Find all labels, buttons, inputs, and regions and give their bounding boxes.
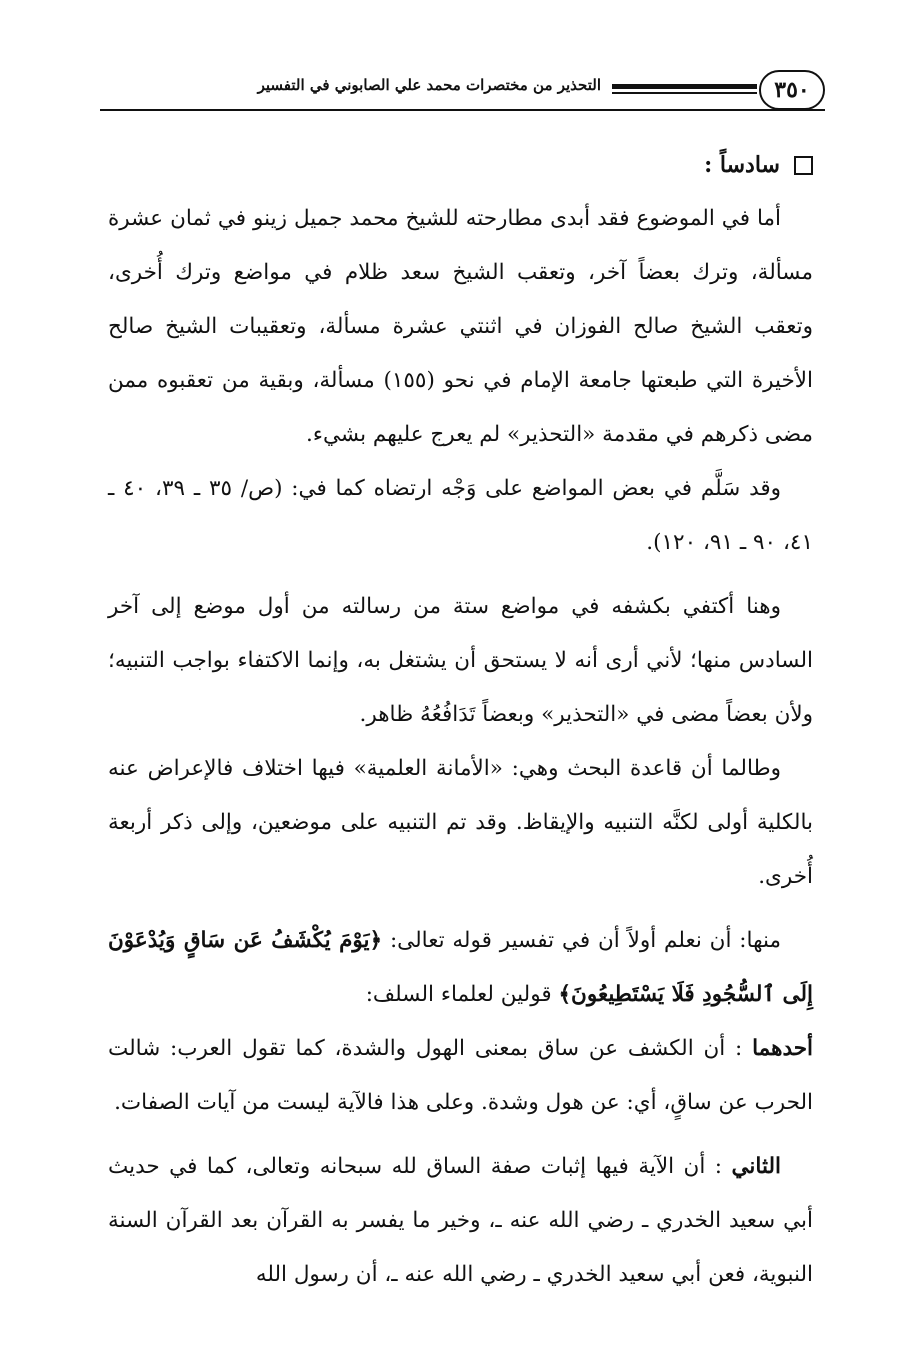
first-opinion-text: : أن الكشف عن ساق بمعنى الهول والشدة، كما تقول العرب: شالت الحرب عن ساقٍ، أي: عن هول وشدة. وعلى هذا فالآية ليست من آيات الصفات. [108, 1036, 813, 1115]
page-body [108, 138, 813, 1302]
second-opinion-label: الثاني [731, 1154, 781, 1179]
paragraph-4: وطالما أن قاعدة البحث وهي: «الأمانة العلمية» فيها اختلاف فالإعراض عنه بالكلية أولى لكنَّه التنبيه والإيقاظ. وقد تم التنبيه على موضعين، وإلى ذكر أربعة أُخرى. [108, 756, 813, 889]
paragraph-3: وهنا أكتفي بكشفه في مواضع ستة من رسالته من أول موضع إلى آخر السادس منها؛ لأني أرى أنه لا يستحق أن يشتغل به، وإنما الاكتفاء بواجب التنبيه؛ ولأن بعضاً مضى في «التحذير» وبعضاً تَدَافُعُهُ ظاهر. [108, 594, 813, 727]
paragraph-5 [108, 914, 813, 1022]
paragraph-5-end: قولين لعلماء السلف: [365, 982, 552, 1007]
section-heading-label: سادساً : [704, 152, 780, 178]
first-opinion-label: أحدهما [752, 1036, 813, 1061]
header-decorative-rule [612, 84, 757, 94]
square-bullet-icon [794, 156, 813, 175]
paragraph-2: وقد سَلَّم في بعض المواضع على وَجْه ارتضاه كما في: (ص/ ٣٥ ـ ٣٩، ٤٠ ـ ٤١، ٩٠ ـ ٩١، ١٢٠). [108, 476, 813, 555]
page-header [100, 62, 825, 122]
paragraph-7 [108, 1140, 813, 1302]
paragraph-5-intro: منها: أن نعلم أولاً أن في تفسير قوله تعالى: [389, 928, 781, 953]
paragraph-6 [108, 1022, 813, 1130]
header-divider [100, 109, 825, 111]
running-title: التحذير من مختصرات محمد علي الصابوني في التفسير [257, 76, 601, 94]
section-heading [108, 138, 813, 192]
page-number: ٣٥٠ [759, 70, 825, 110]
quran-verse: ﴿يَوْمَ يُكْشَفُ عَن سَاقٍ وَيُدْعَوْنَ إِلَى ٱلسُّجُودِ فَلَا يَسْتَطِيعُونَ﴾ [108, 928, 813, 1007]
second-opinion-text: : أن الآية فيها إثبات صفة الساق لله سبحانه وتعالى، كما في حديث أبي سعيد الخدري ـ رضي الله عنه ـ، وخير ما يفسر به القرآن بعد القرآن السنة النبوية، فعن أبي سعيد الخدري ـ رضي الله عنه ـ، أن رسول الله [108, 1154, 813, 1287]
paragraph-1: أما في الموضوع فقد أبدى مطارحته للشيخ محمد جميل زينو في ثمان عشرة مسألة، وترك بعضاً آخر، وتعقب الشيخ سعد ظلام في مواضع وترك أُخرى، وتعقب الشيخ صالح الفوزان في اثنتي عشرة مسألة، وتعقيبات الشيخ صالح الأخيرة التي طبعتها جامعة الإمام في نحو (١٥٥) مسألة، وبقية من تعقبوه ممن مضى ذكرهم في مقدمة «التحذير» لم يعرج عليهم بشيء. [108, 206, 813, 447]
